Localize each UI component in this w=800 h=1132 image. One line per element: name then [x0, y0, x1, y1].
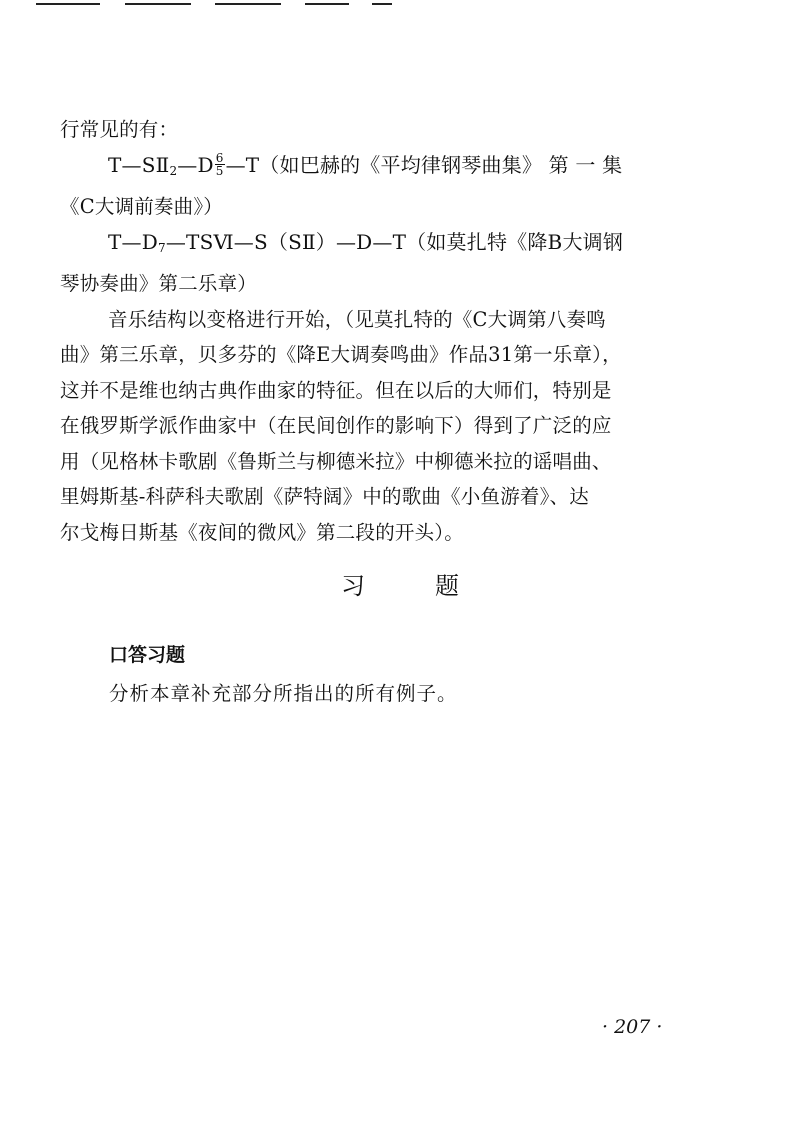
top-rule-1	[36, 3, 100, 5]
text-line: 用（见格林卡歌剧《鲁斯兰与柳德米拉》中柳德米拉的谣唱曲、	[60, 449, 612, 473]
formula-line-1	[60, 148, 670, 190]
formula-part: —T（如巴赫的《平均律钢琴曲集》 第 一 集	[225, 152, 623, 177]
top-rule-5	[372, 3, 392, 5]
text-line: 行常见的有：	[60, 118, 179, 141]
text-line: 琴协奏曲》第二乐章）	[60, 272, 258, 295]
fraction-numerator: 6	[215, 150, 224, 165]
section-title	[0, 566, 800, 601]
formula-part: —TSⅥ—S（SⅡ）—D—T（如莫扎特《降B大调钢	[165, 229, 624, 254]
top-rule-2	[125, 3, 191, 5]
text-line: 这并不是维也纳古典作曲家的特征。但在以后的大师们，特别是	[60, 378, 612, 402]
text-line: 曲》第三乐章，贝多芬的《降E大调奏鸣曲》作品31第一乐章），	[60, 343, 622, 366]
top-rule-3	[215, 3, 281, 5]
section-title-char: 题	[435, 572, 459, 600]
formula-line-2	[60, 225, 670, 267]
text-line: 音乐结构以变格进行开始，（见莫扎特的《C大调第八奏鸣	[108, 307, 606, 331]
section-title-char: 习	[341, 572, 365, 600]
formula-part: —D	[177, 152, 214, 177]
formula-part: T—SⅡ	[108, 152, 170, 177]
exercise-heading: 口答习题	[109, 644, 186, 666]
exercise-text: 分析本章补充部分所指出的所有例子。	[109, 682, 458, 705]
page-number: · 207 ·	[602, 1016, 663, 1038]
fraction-denominator: 5	[215, 163, 224, 178]
text-line: 里姆斯基-科萨科夫歌剧《萨特阔》中的歌曲《小鱼游着》、达	[60, 485, 589, 508]
text-line: 在俄罗斯学派作曲家中（在民间创作的影响下）得到了广泛的应	[60, 414, 612, 437]
formula-subscript: 7	[157, 240, 166, 255]
formula-part: T—D	[108, 229, 158, 254]
text-line: 尔戈梅日斯基《夜间的微风》第二段的开头）。	[60, 520, 464, 544]
top-rule-4	[305, 3, 349, 5]
formula-fraction	[215, 152, 225, 177]
text-line: 《C大调前奏曲》）	[60, 195, 223, 218]
formula-subscript: 2	[169, 163, 178, 178]
body-text	[60, 112, 670, 550]
